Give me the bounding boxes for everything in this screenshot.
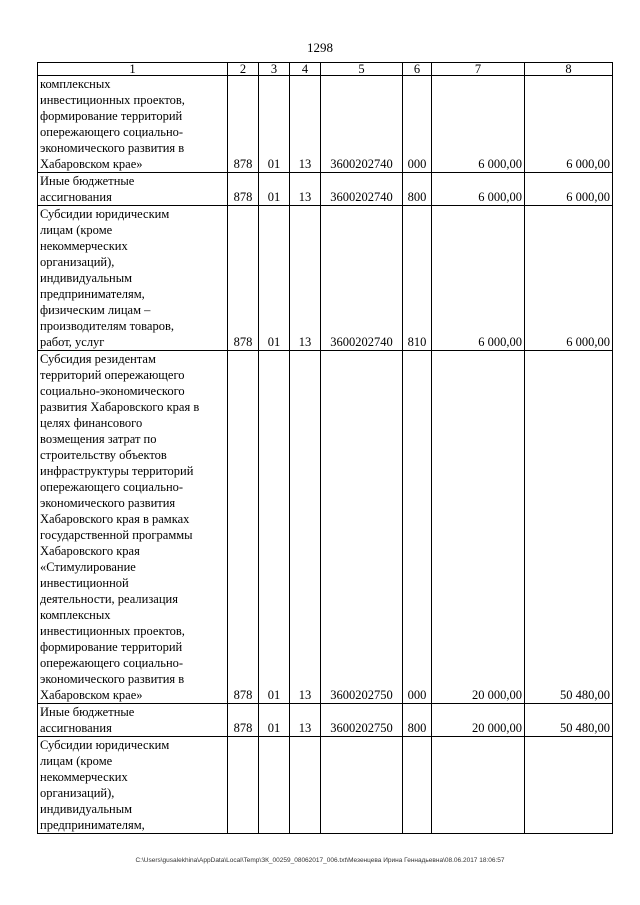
subsection-cell: 13 [290,76,321,173]
item-name-line: некоммерческих [40,239,128,253]
item-name-line: комплексных [40,608,111,622]
target-article-cell: 3600202740 [321,206,403,351]
item-name-line: Иные бюджетные [40,174,135,188]
subsection-cell: 13 [290,206,321,351]
section-cell [259,737,290,834]
item-name-line: лицам (кроме [40,754,113,768]
amount-cell [525,737,613,834]
footer-file-path: C:\Users\gusalekhina\AppData\Local\Temp\ЗК_00259_08062017_006.txt\Мезенцева Ирина Геннадьевна\08.06.2017 18:06:57 [135,857,505,864]
target-article-cell: 3600202750 [321,704,403,737]
item-name-line: опережающего социально- [40,125,184,139]
item-name-line: экономического развития в [40,672,185,686]
expense-type-cell: 800 [403,173,432,206]
item-name-line: формирование территорий [40,109,183,123]
expense-type-cell: 000 [403,351,432,704]
amount-cell: 6 000,00 [525,76,613,173]
ministry-code-cell: 878 [228,206,259,351]
expense-type-cell: 000 [403,76,432,173]
ministry-code-cell: 878 [228,704,259,737]
table-row [38,173,613,206]
amount-cell: 6 000,00 [432,173,525,206]
amount-cell: 6 000,00 [432,76,525,173]
item-name-line: предпринимателям, [40,287,145,301]
item-name-line: предпринимателям, [40,818,145,832]
expense-type-cell: 810 [403,206,432,351]
item-name-line: индивидуальным [40,271,133,285]
item-name-line: государственной программы [40,528,193,542]
item-name-cell [38,351,228,704]
target-article-cell: 3600202740 [321,76,403,173]
item-name-line: организаций), [40,786,115,800]
item-name-line: производителям товаров, [40,319,174,333]
item-name-cell [38,76,228,173]
item-name-line: «Стимулирование [40,560,136,574]
section-cell: 01 [259,351,290,704]
item-name-line: организаций), [40,255,115,269]
expense-type-cell: 800 [403,704,432,737]
item-name-line: инфраструктуры территорий [40,464,194,478]
item-name-line: комплексных [40,77,111,91]
ministry-code-cell [228,737,259,834]
item-name-line: инвестиционных проектов, [40,93,185,107]
col-header-3: 3 [259,63,290,76]
page-number: 1298 [307,40,333,55]
item-name-line: экономического развития [40,496,176,510]
item-name-line: Субсидии юридическим [40,207,170,221]
table-row [38,704,613,737]
item-name-line: развития Хабаровского края в [40,400,200,414]
col-header-1: 1 [38,63,228,76]
expense-type-cell [403,737,432,834]
target-article-cell: 3600202750 [321,351,403,704]
section-cell: 01 [259,704,290,737]
item-name-line: Иные бюджетные [40,705,135,719]
item-name-line: формирование территорий [40,640,183,654]
item-name-cell [38,737,228,834]
target-article-cell: 3600202740 [321,173,403,206]
col-header-6: 6 [403,63,432,76]
section-cell: 01 [259,76,290,173]
subsection-cell: 13 [290,351,321,704]
ministry-code-cell: 878 [228,76,259,173]
item-name-cell [38,173,228,206]
amount-cell: 50 480,00 [525,704,613,737]
item-name-line: территорий опережающего [40,368,185,382]
col-header-7: 7 [432,63,525,76]
amount-cell: 6 000,00 [432,206,525,351]
item-name-line: Хабаровского края в рамках [40,512,190,526]
budget-table [37,62,613,834]
item-name-line: Хабаровском крае» [40,688,143,702]
section-cell: 01 [259,206,290,351]
item-name-line: Субсидии юридическим [40,738,170,752]
amount-cell: 20 000,00 [432,351,525,704]
item-name-line: лицам (кроме [40,223,113,237]
item-name-line: экономического развития в [40,141,185,155]
header-row [38,63,613,76]
amount-cell: 20 000,00 [432,704,525,737]
item-name-line: работ, услуг [40,335,105,349]
item-name-line: опережающего социально- [40,656,184,670]
subsection-cell: 13 [290,704,321,737]
table-row [38,76,613,173]
item-name-line: физическим лицам – [40,303,151,317]
item-name-cell [38,704,228,737]
amount-cell: 50 480,00 [525,351,613,704]
col-header-8: 8 [525,63,613,76]
item-name-line: инвестиционной [40,576,129,590]
item-name-line: некоммерческих [40,770,128,784]
item-name-line: индивидуальным [40,802,133,816]
item-name-line: деятельности, реализация [40,592,178,606]
col-header-2: 2 [228,63,259,76]
col-header-4: 4 [290,63,321,76]
subsection-cell: 13 [290,173,321,206]
item-name-line: Субсидия резидентам [40,352,156,366]
table-row [38,351,613,704]
item-name-line: целях финансового [40,416,143,430]
col-header-5: 5 [321,63,403,76]
amount-cell: 6 000,00 [525,206,613,351]
item-name-line: опережающего социально- [40,480,184,494]
item-name-line: инвестиционных проектов, [40,624,185,638]
ministry-code-cell: 878 [228,173,259,206]
item-name-line: Хабаровского края [40,544,140,558]
item-name-line: Хабаровском крае» [40,157,143,171]
ministry-code-cell: 878 [228,351,259,704]
item-name-line: социально-экономического [40,384,185,398]
table-row [38,206,613,351]
table-row [38,737,613,834]
item-name-line: ассигнования [40,721,112,735]
item-name-line: ассигнования [40,190,112,204]
target-article-cell [321,737,403,834]
item-name-line: строительству объектов [40,448,167,462]
section-cell: 01 [259,173,290,206]
item-name-cell [38,206,228,351]
item-name-line: возмещения затрат по [40,432,157,446]
amount-cell: 6 000,00 [525,173,613,206]
amount-cell [432,737,525,834]
subsection-cell [290,737,321,834]
